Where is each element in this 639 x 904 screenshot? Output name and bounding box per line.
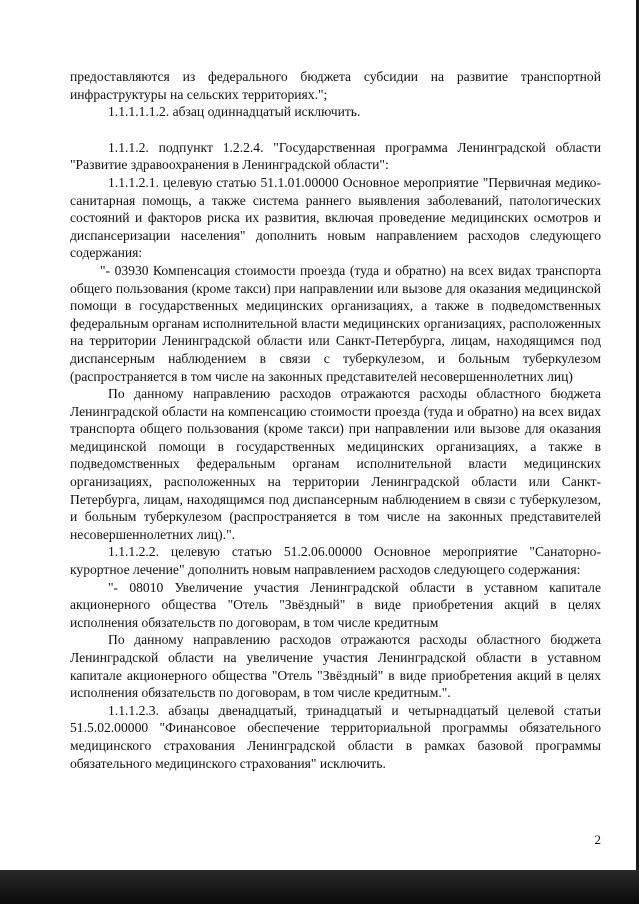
paragraph-1-1-1-2: 1.1.1.2. подпункт 1.2.2.4. "Государственная программа Ленинградской области "Развитие здравоохранения в Ленинградской области": <box>70 139 601 173</box>
scan-edge-bottom <box>0 870 639 904</box>
paragraph-expense-08010-description: По данному направлению расходов отражаются расходы областного бюджета Ленинградской области на увеличение участия Ленинградской области в уставном капитале акционерного общества "Отель "Звёздный" в виде приобретения акций в целях исполнения обязательств по договорам, в том числе кредитным.". <box>70 632 601 701</box>
paragraph-expense-03930-description: По данному направлению расходов отражаются расходы областного бюджета Ленинградской области на компенсацию стоимости проезда (туда и обратно) на всех видах транспорта общего пользования (кроме такси) при направлении или вызове для оказания медицинской помощи в государственных медицинских организациях, а также в подведомственных федеральным органам исполнительной власти медицинских организациях, расположенных на территории Ленинградской области или Санкт-Петербурга, лицам, находящимся под диспансерным наблюдением в связи с туберкулезом, и больным туберкулезом (распространяется в том числе на законных представителей несовершеннолетних лиц).". <box>70 386 601 542</box>
paragraph-continuation: предоставляются из федерального бюджета субсидии на развитие транспортной инфраструктуры на сельских территориях."; <box>70 69 601 102</box>
paragraph-expense-03930: "- 03930 Компенсация стоимости проезда (туда и обратно) на всех видах транспорта общего пользования (кроме такси) при направлении или вызове для оказания медицинской помощи в государственных медицинских организациях, а также в подведомственных федеральным органам исполнительной власти медицинских организациях, расположенных на территории Ленинградской области или Санкт-Петербурга, лицам, находящимся под диспансерным наблюдением в связи с туберкулезом, и больным туберкулезом (распространяется в том числе на законных представителей несовершеннолетних лиц) <box>70 262 601 384</box>
page-number: 2 <box>594 832 601 847</box>
paragraph-expense-08010: "- 08010 Увеличение участия Ленинградской области в уставном капитале акционерного общества "Отель "Звёздный" в виде приобретения акций в целях исполнения обязательств по договорам, в том числе кредитным <box>70 579 601 630</box>
paragraph-1-1-1-2-3: 1.1.1.2.3. абзацы двенадцатый, тринадцатый и четырнадцатый целевой статьи 51.5.02.00000 "Финансовое обеспечение территориальной программы обязательного медицинского страхования Ленинградской области в рамках базовой программы обязательного медицинского страхования" исключить. <box>70 702 601 771</box>
paragraph-1-1-1-1-1-2: 1.1.1.1.1.2. абзац одиннадцатый исключить. <box>108 104 361 120</box>
paragraph-gap <box>70 121 601 139</box>
paragraph-1-1-1-2-2: 1.1.1.2.2. целевую статью 51.2.06.00000 Основное мероприятие "Санаторно-курортное лечение" дополнить новым направлением расходов следующего содержания: <box>70 544 601 578</box>
paragraph-1-1-1-2-1: 1.1.1.2.1. целевую статью 51.1.01.00000 Основное мероприятие "Первичная медико-санитарная помощь, а также система раннего выявления заболеваний, патологических состояний и факторов риска их развития, включая проведение медицинских осмотров и диспансеризации населения" дополнить новым направлением расходов следующего содержания: <box>70 174 601 261</box>
document-body <box>70 68 601 772</box>
